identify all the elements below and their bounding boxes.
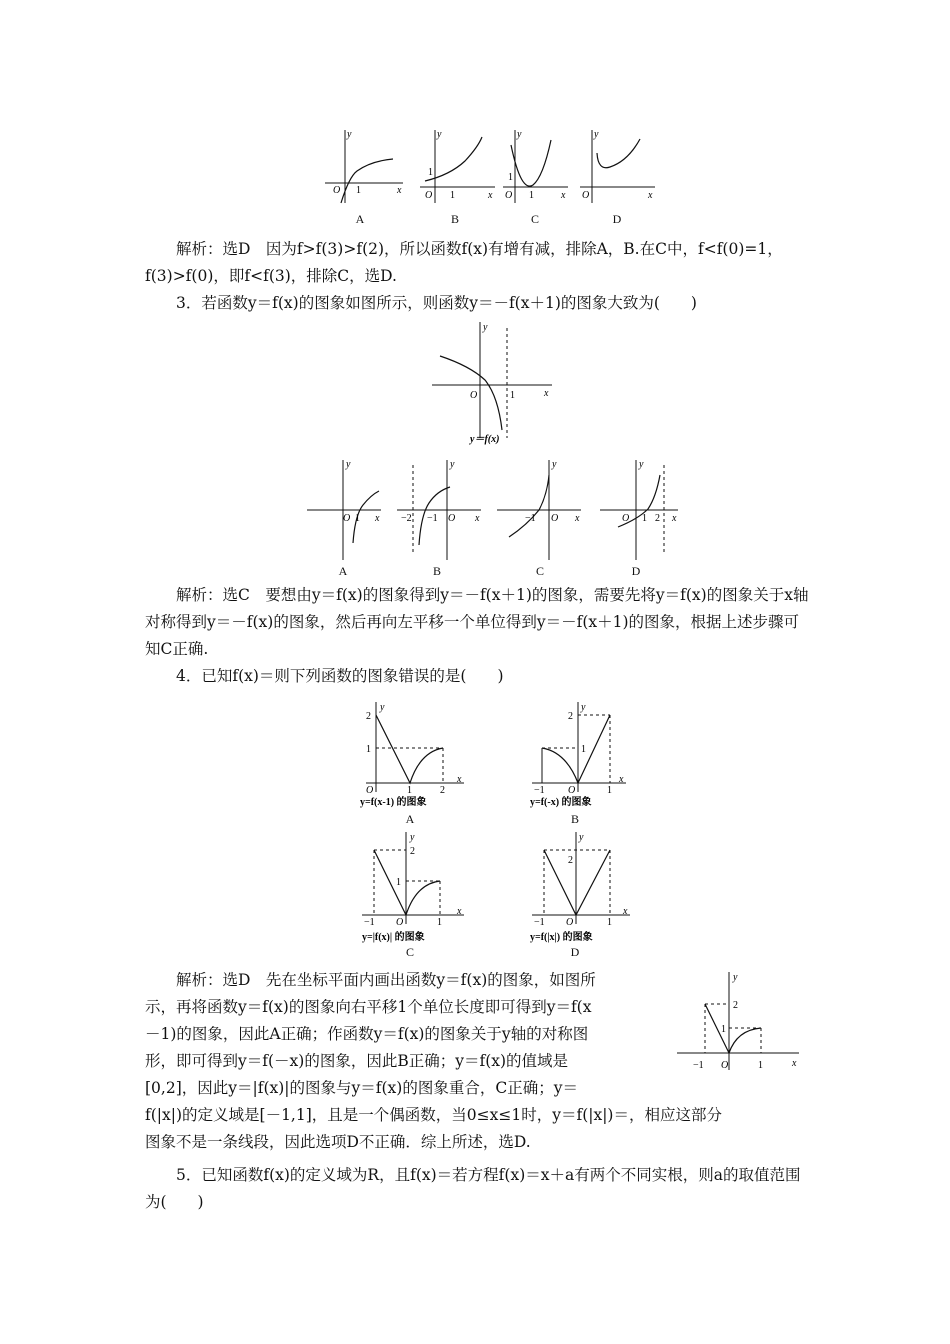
svg-text:y＝f(x): y＝f(x) (470, 434, 500, 445)
svg-text:2: 2 (366, 711, 371, 722)
svg-text:y: y (517, 129, 522, 140)
svg-text:2: 2 (568, 855, 573, 866)
q3-option-b: B (432, 564, 441, 578)
svg-text:O: O (333, 185, 341, 196)
q2-option-a: A (355, 212, 365, 226)
q4-option-d: D (570, 945, 580, 959)
svg-text:−1: −1 (364, 917, 375, 928)
svg-text:1: 1 (356, 185, 361, 196)
svg-text:−1: −1 (525, 513, 536, 524)
svg-text:2: 2 (655, 513, 660, 524)
q3-option-a: A (338, 564, 348, 578)
svg-text:1: 1 (721, 1024, 726, 1035)
svg-text:y: y (483, 322, 488, 333)
q3-graph-b (395, 455, 485, 565)
svg-text:1: 1 (396, 877, 401, 888)
q2-graph-c (503, 125, 573, 205)
q3-analysis: 解析：选C 要想由y＝f(x)的图象得到y＝－f(x＋1)的图象，需要先将y＝f(x)的图象关于x轴对称得到y＝－f(x)的图象，然后再向左平移一个单位得到y＝－f(x＋1)的图象，根据上述步骤可知C正确. (145, 586, 809, 658)
svg-text:x: x (475, 513, 480, 524)
svg-text:O: O (470, 390, 478, 401)
svg-text:y=f(x-1) 的图象: y=f(x-1) 的图象 (360, 797, 427, 808)
svg-text:x: x (575, 513, 580, 524)
svg-text:1: 1 (529, 190, 534, 201)
q3-graph-d (598, 455, 683, 565)
svg-text:−2: −2 (401, 513, 412, 524)
q5-question: 5．已知函数f(x)的定义域为R，且f(x)＝若方程f(x)＝x＋a有两个不同实根，则a的取值范围为( ) (145, 1166, 801, 1211)
svg-text:1: 1 (508, 172, 513, 183)
svg-text:O: O (505, 190, 513, 201)
q3-option-c: C (535, 564, 544, 578)
svg-text:O: O (396, 917, 404, 928)
q4-analysis-figure (675, 970, 805, 1080)
q2-option-b: B (450, 212, 459, 226)
svg-text:1: 1 (510, 390, 515, 401)
q4-graph-a (360, 700, 470, 808)
svg-text:x: x (561, 190, 566, 201)
svg-text:y: y (437, 129, 442, 140)
svg-text:1: 1 (437, 917, 442, 928)
svg-text:x: x (457, 906, 462, 917)
svg-text:2: 2 (440, 785, 445, 796)
svg-text:O: O (568, 785, 576, 796)
q4-analysis-line1: 解析：选D 先在坐标平面内画出函数y＝f(x)的图象，如图所 (176, 971, 596, 989)
svg-text:1: 1 (450, 190, 455, 201)
q4-analysis-line2: 示，再将函数y＝f(x)的图象向右平移1个单位长度即可得到y＝f(x (145, 998, 592, 1016)
q4-analysis-line7: 图象不是一条线段，因此选项D不正确．综上所述，选D. (145, 1133, 531, 1151)
q2-graph-b (420, 125, 500, 205)
q2-analysis: 解析：选D 因为f>f(3)>f(2)，所以函数f(x)有增有减，排除A，B.在C中，f<f(0)=1，f(3)>f(0)，即f<f(3)，排除C，选D. (145, 240, 783, 285)
q4-graph-c (360, 830, 470, 945)
svg-text:x: x (457, 774, 462, 785)
svg-text:−1: −1 (427, 513, 438, 524)
svg-text:O: O (582, 190, 590, 201)
q3-graph-c (495, 455, 585, 565)
svg-text:−1: −1 (534, 917, 545, 928)
svg-text:1: 1 (581, 744, 586, 755)
svg-text:y=f(|x|) 的图象: y=f(|x|) 的图象 (530, 932, 593, 943)
q2-option-c: C (530, 212, 539, 226)
svg-text:x: x (488, 190, 493, 201)
svg-text:1: 1 (366, 744, 371, 755)
svg-text:y: y (380, 702, 385, 713)
svg-text:y: y (410, 832, 415, 843)
svg-text:y: y (579, 832, 584, 843)
svg-text:x: x (648, 190, 653, 201)
q4-option-c: C (405, 945, 414, 959)
svg-text:2: 2 (410, 846, 415, 857)
q4-analysis-line4: 形，即可得到y＝f(－x)的图象，因此B正确；y＝f(x)的值域是 (145, 1052, 569, 1070)
svg-text:x: x (375, 513, 380, 524)
svg-text:y: y (594, 129, 599, 140)
q4-analysis-line3: －1)的图象，因此A正确；作函数y＝f(x)的图象关于y轴的对称图 (145, 1025, 589, 1043)
svg-text:O: O (721, 1060, 729, 1071)
svg-text:y: y (552, 459, 557, 470)
svg-text:−1: −1 (534, 785, 545, 796)
svg-text:y: y (581, 702, 586, 713)
q4-analysis-line6: f(|x|)的定义域是[－1,1]，且是一个偶函数，当0≤x≤1时，y＝f(|x|)＝，相应这部分 (145, 1106, 722, 1124)
svg-text:−1: −1 (693, 1060, 704, 1071)
q4-graph-d (530, 830, 635, 945)
q2-graph-d (580, 125, 660, 205)
svg-text:O: O (343, 513, 351, 524)
svg-text:2: 2 (568, 711, 573, 722)
svg-text:O: O (366, 785, 374, 796)
q3-main-graph (430, 318, 560, 448)
svg-text:y: y (639, 459, 644, 470)
svg-text:x: x (792, 1058, 797, 1069)
svg-text:x: x (619, 774, 624, 785)
svg-text:y: y (450, 459, 455, 470)
svg-text:O: O (566, 917, 574, 928)
q2-option-d: D (612, 212, 622, 226)
svg-text:x: x (623, 906, 628, 917)
svg-text:1: 1 (428, 167, 433, 178)
q4-analysis-line5: [0,2]，因此y＝|f(x)|的图象与y＝f(x)的图象重合，C正确；y＝ (145, 1079, 578, 1097)
svg-text:y: y (347, 129, 352, 140)
svg-text:2: 2 (733, 1000, 738, 1011)
q4-graph-b (530, 700, 630, 808)
q3-option-d: D (631, 564, 641, 578)
q4-option-a: A (405, 812, 415, 826)
q4-option-b: B (570, 812, 579, 826)
svg-text:1: 1 (407, 785, 412, 796)
svg-text:y=|f(x)| 的图象: y=|f(x)| 的图象 (362, 932, 425, 943)
svg-text:y=f(-x) 的图象: y=f(-x) 的图象 (530, 797, 592, 808)
q4-question: 4．已知f(x)＝则下列函数的图象错误的是( ) (176, 667, 504, 685)
svg-text:1: 1 (355, 513, 360, 524)
q3-graph-a (305, 455, 385, 565)
svg-text:y: y (346, 459, 351, 470)
svg-text:x: x (672, 513, 677, 524)
q2-graph-a (325, 125, 410, 205)
svg-text:O: O (551, 513, 559, 524)
svg-text:1: 1 (607, 917, 612, 928)
svg-text:1: 1 (758, 1060, 763, 1071)
q3-question: 3．若函数y＝f(x)的图象如图所示，则函数y＝－f(x＋1)的图象大致为( ) (176, 294, 697, 312)
svg-text:1: 1 (607, 785, 612, 796)
svg-text:O: O (622, 513, 630, 524)
svg-text:O: O (425, 190, 433, 201)
svg-text:1: 1 (642, 513, 647, 524)
svg-text:O: O (448, 513, 456, 524)
svg-text:x: x (544, 388, 549, 399)
svg-text:x: x (397, 185, 402, 196)
svg-text:y: y (733, 972, 738, 983)
